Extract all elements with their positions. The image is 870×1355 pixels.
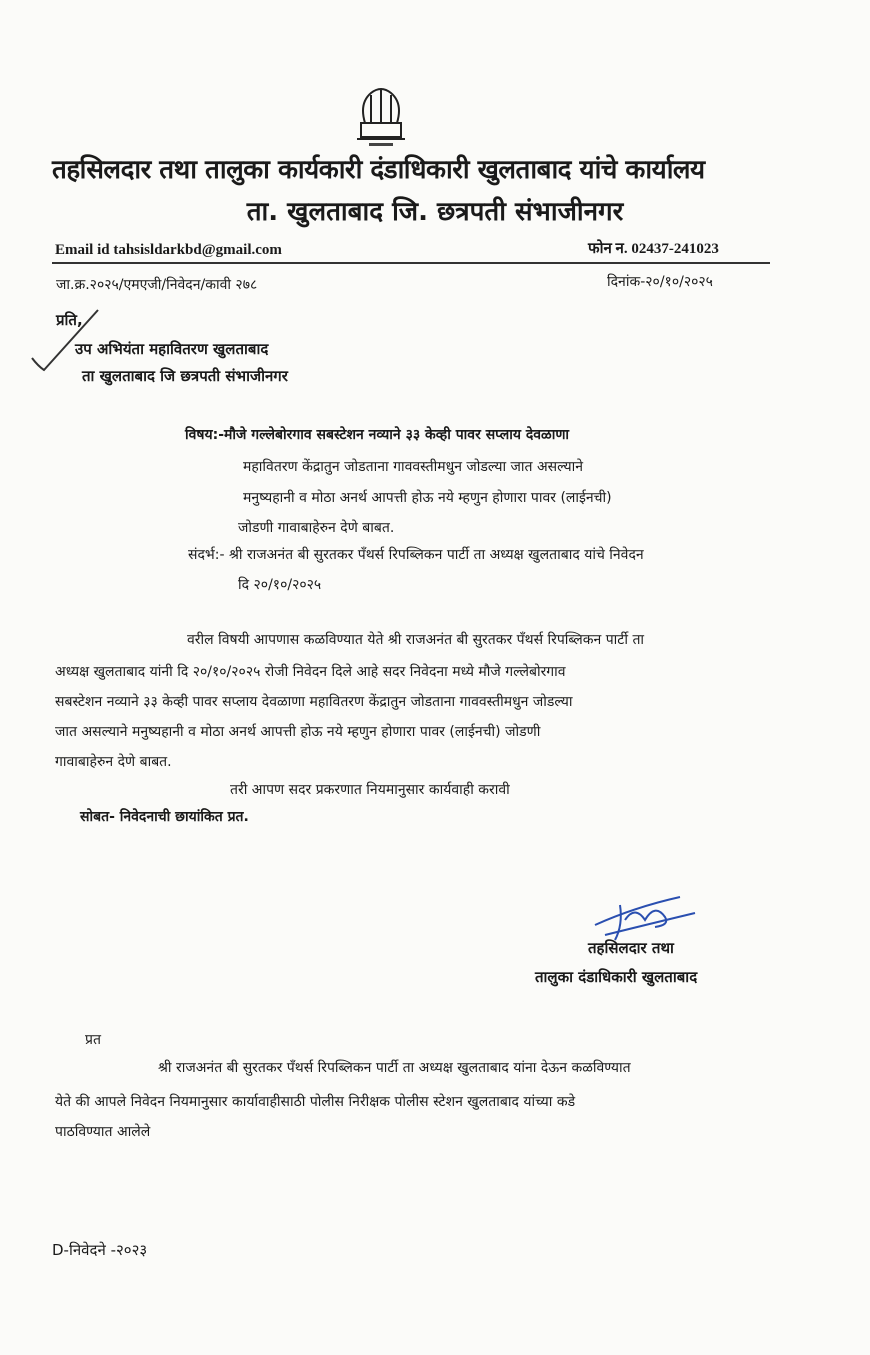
copy-line: येते की आपले निवेदन नियमानुसार कार्यावाहीसाठी पोलीस निरीक्षक पोलीस स्टेशन खुलताबाद यांच्या कडे [55,1094,576,1110]
letter-date: दिनांक-२०/१०/२०२५ [607,274,713,290]
reference-line: दि २०/१०/२०२५ [238,577,322,593]
recipient-line-1: उप अभियंता महावितरण खुलताबाद [75,340,269,358]
subject-line: जोडणी गावाबाहेरुन देणे बाबत. [238,520,395,536]
enclosure-line: सोबत- निवेदनाची छायांकित प्रत. [80,809,249,825]
copy-line: श्री राजअनंत बी सुरतकर पॅंथर्स रिपब्लिकन पार्टी ता अध्यक्ष खुलताबाद यांना देऊन कळविण्यात [158,1060,631,1076]
email-id: Email id tahsisldarkbd@gmail.com [55,242,282,258]
header-divider [52,262,770,264]
body-line: गावाबाहेरुन देणे बाबत. [55,754,172,770]
office-address: ता. खुलताबाद जि. छत्रपती संभाजीनगर [246,197,624,227]
action-line: तरी आपण सदर प्रकरणात नियमानुसार कार्यवाही करावी [230,782,510,798]
signatory-title: तहसिलदार तथा [588,939,674,957]
body-line: अध्यक्ष खुलताबाद यांनी दि २०/१०/२०२५ रोजी निवेदन दिले आहे सदर निवेदना मध्ये मौजे गल्लेबोरगाव [55,664,566,680]
signatory-designation: तालुका दंडाधिकारी खुलताबाद [535,968,698,986]
recipient-line-2: ता खुलताबाद जि छत्रपती संभाजीनगर [82,367,288,385]
national-emblem-icon [345,83,417,153]
phone-number: फोन न. 02437-241023 [588,241,719,257]
office-title: तहसिलदार तथा तालुका कार्यकारी दंडाधिकारी खुलताबाद यांचे कार्यालय [52,155,705,185]
copy-line: पाठविण्यात आलेले [55,1124,151,1140]
reference-line: संदर्भ:- श्री राजअनंत बी सुरतकर पॅंथर्स रिपब्लिकन पार्टी ता अध्यक्ष खुलताबाद यांचे निवेदन [188,547,644,563]
subject-line: विषय:-मौजे गल्लेबोरगाव सबस्टेशन नव्याने ३३ केव्ही पावर सप्लाय देवळाणा [185,427,570,443]
reference-number: जा.क्र.२०२५/एमएजी/निवेदन/कावी २७८ [56,277,258,293]
body-line: सबस्टेशन नव्याने ३३ केव्ही पावर सप्लाय देवळाणा महावितरण केंद्रातुन जोडताना गाववस्तीमधुन जोडल्या [55,694,573,710]
copy-label: प्रत [85,1032,101,1048]
subject-line: महावितरण केंद्रातुन जोडताना गाववस्तीमधुन जोडल्या जात असल्याने [243,459,584,475]
body-line: जात असल्याने मनुष्यहानी व मोठा अनर्थ आपत्ती होऊ नये म्हणुन होणारा पावर (लाईनची) जोडणी [55,724,541,740]
recipient-prefix: प्रति, [56,311,83,329]
footer-code: D-निवेदने -२०२३ [52,1241,148,1259]
body-line: वरील विषयी आपणास कळविण्यात येते श्री राजअनंत बी सुरतकर पॅंथर्स रिपब्लिकन पार्टी ता [187,632,645,648]
subject-line: मनुष्यहानी व मोठा अनर्थ आपत्ती होऊ नये म्हणुन होणारा पावर (लाईनची) [243,490,612,506]
